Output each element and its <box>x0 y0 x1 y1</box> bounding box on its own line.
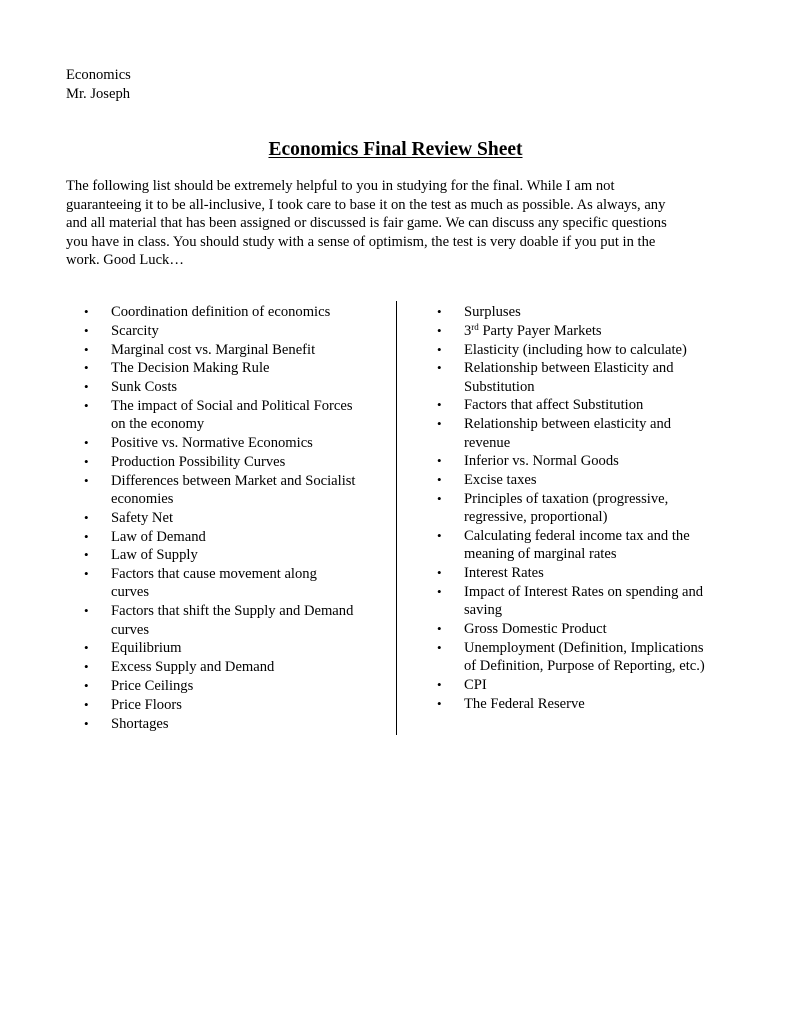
topic-item <box>437 415 737 452</box>
bullet-icon: • <box>84 528 89 544</box>
topic-text: Unemployment (Definition, Implications <box>464 639 704 656</box>
bullet-icon: • <box>84 360 89 376</box>
bullet-icon: • <box>84 397 89 413</box>
bullet-icon: • <box>84 322 89 338</box>
intro-paragraph <box>66 177 726 270</box>
topic-text: Factors that affect Substitution <box>464 397 644 414</box>
bullet-icon: • <box>84 304 89 319</box>
teacher-name: Mr. Joseph <box>66 85 131 102</box>
topic-text: Surpluses <box>464 304 521 320</box>
topic-text: Excise taxes <box>464 472 537 489</box>
topic-item <box>437 490 737 527</box>
topic-text: Factors that shift the Supply and Demand <box>111 603 354 620</box>
bullet-icon: • <box>84 453 89 469</box>
bullet-icon: • <box>84 472 89 488</box>
topic-item <box>84 453 384 471</box>
bullet-icon: • <box>84 603 89 619</box>
course-name: Economics <box>66 67 131 83</box>
bullet-icon: • <box>437 583 442 599</box>
topic-item <box>437 471 737 489</box>
topic-item <box>437 695 737 713</box>
topic-item <box>84 303 384 321</box>
topic-item <box>84 472 384 509</box>
topic-text: Law of Demand <box>111 528 206 545</box>
bullet-icon: • <box>84 509 89 525</box>
topic-text: Relationship between elasticity and <box>464 416 672 433</box>
topic-text: Elasticity (including how to calculate) <box>464 341 687 358</box>
intro-line: The following list should be extremely helpful to you in studying for the final. While I am not <box>66 178 615 194</box>
bullet-icon: • <box>437 528 442 544</box>
topic-text: Factors that cause movement along <box>111 566 317 583</box>
topic-text: Principles of taxation (progressive, <box>464 490 669 507</box>
bullet-icon: • <box>437 416 442 432</box>
topic-text: Sunk Costs <box>111 379 178 396</box>
topic-item <box>84 397 384 434</box>
topic-text: Inferior vs. Normal Goods <box>464 453 619 470</box>
topic-text: 3rd Party Payer Markets <box>464 321 602 339</box>
topic-item <box>437 396 737 414</box>
topic-text: Gross Domestic Product <box>464 621 607 638</box>
topic-text: on the economy <box>111 416 205 433</box>
topic-item <box>84 359 384 377</box>
bullet-icon: • <box>437 639 442 655</box>
document-header <box>66 66 131 103</box>
topic-text: meaning of marginal rates <box>464 546 617 563</box>
topic-item <box>437 639 737 676</box>
topic-text: curves <box>111 584 150 601</box>
bullet-icon: • <box>84 715 89 731</box>
topic-text: The Federal Reserve <box>464 695 585 712</box>
bullet-icon: • <box>84 566 89 582</box>
topic-item <box>437 359 737 396</box>
bullet-icon: • <box>437 565 442 581</box>
topic-item <box>437 620 737 638</box>
topic-text: Safety Net <box>111 509 174 526</box>
topic-text: Price Floors <box>111 696 182 713</box>
topic-text: economies <box>111 490 174 507</box>
topic-list-right <box>437 303 737 714</box>
topic-item <box>437 452 737 470</box>
topic-text: Positive vs. Normative Economics <box>111 435 313 452</box>
topic-text: revenue <box>464 434 511 451</box>
bullet-icon: • <box>84 547 89 563</box>
bullet-icon: • <box>437 472 442 488</box>
topic-item <box>84 677 384 695</box>
topic-item <box>84 565 384 602</box>
bullet-icon: • <box>437 360 442 376</box>
bullet-icon: • <box>84 677 89 693</box>
topic-item <box>437 564 737 582</box>
intro-line: you have in class. You should study with a sense of optimism, the test is very doable if you put in the <box>66 233 656 250</box>
topic-item <box>437 583 737 620</box>
topic-text: Coordination definition of economics <box>111 304 331 320</box>
bullet-icon: • <box>437 453 442 469</box>
topic-text: CPI <box>464 676 487 693</box>
topic-list-left <box>84 303 384 733</box>
topic-item <box>84 602 384 639</box>
topic-item <box>84 434 384 452</box>
topic-text: The Decision Making Rule <box>111 360 270 377</box>
intro-line: guaranteeing it to be all-inclusive, I took care to base it on the test as much as possible. As always, any <box>66 196 666 213</box>
topic-text: Marginal cost vs. Marginal Benefit <box>111 341 316 358</box>
topic-item <box>84 378 384 396</box>
column-divider <box>396 301 397 735</box>
topic-text: Production Possibility Curves <box>111 453 286 470</box>
topic-text: Calculating federal income tax and the <box>464 528 690 545</box>
topic-item <box>84 639 384 657</box>
bullet-icon: • <box>437 676 442 692</box>
topic-item <box>437 322 737 340</box>
topic-text: The impact of Social and Political Forces <box>111 397 353 414</box>
topic-item <box>437 341 737 359</box>
topic-item <box>84 658 384 676</box>
bullet-icon: • <box>437 621 442 637</box>
intro-line: work. Good Luck… <box>66 252 184 268</box>
bullet-icon: • <box>437 341 442 357</box>
topic-item <box>84 341 384 359</box>
topic-text: Shortages <box>111 715 169 732</box>
topic-text: Law of Supply <box>111 547 198 564</box>
bullet-icon: • <box>437 695 442 711</box>
topic-text: Interest Rates <box>464 565 544 582</box>
topic-item <box>84 546 384 564</box>
topic-text: Relationship between Elasticity and <box>464 360 674 377</box>
topic-text: Equilibrium <box>111 640 182 657</box>
topic-text: Scarcity <box>111 322 159 339</box>
topic-text: saving <box>464 602 503 619</box>
topic-item <box>437 676 737 694</box>
bullet-icon: • <box>437 490 442 506</box>
bullet-icon: • <box>84 696 89 712</box>
topic-text: curves <box>111 621 150 638</box>
topic-item <box>84 322 384 340</box>
topic-item <box>437 527 737 564</box>
topic-item <box>84 715 384 733</box>
topic-item <box>84 509 384 527</box>
intro-line: and all material that has been assigned or discussed is fair game. We can discuss any specific questions <box>66 215 667 231</box>
topic-text: Excess Supply and Demand <box>111 659 275 676</box>
topic-text: Impact of Interest Rates on spending and <box>464 583 704 600</box>
bullet-icon: • <box>437 322 442 338</box>
topic-item <box>84 528 384 546</box>
bullet-icon: • <box>84 659 89 675</box>
topic-text: Differences between Market and Socialist <box>111 472 356 489</box>
bullet-icon: • <box>84 435 89 451</box>
topic-item <box>84 696 384 714</box>
topic-text: Substitution <box>464 378 535 395</box>
bullet-icon: • <box>437 304 442 319</box>
page-title: Economics Final Review Sheet <box>268 139 523 160</box>
bullet-icon: • <box>84 640 89 656</box>
bullet-icon: • <box>84 379 89 395</box>
topic-text: Price Ceilings <box>111 677 194 694</box>
topic-text: of Definition, Purpose of Reporting, etc.) <box>464 658 705 675</box>
bullet-icon: • <box>84 341 89 357</box>
bullet-icon: • <box>437 397 442 413</box>
topic-item <box>437 303 737 321</box>
topic-text: regressive, proportional) <box>464 509 608 526</box>
